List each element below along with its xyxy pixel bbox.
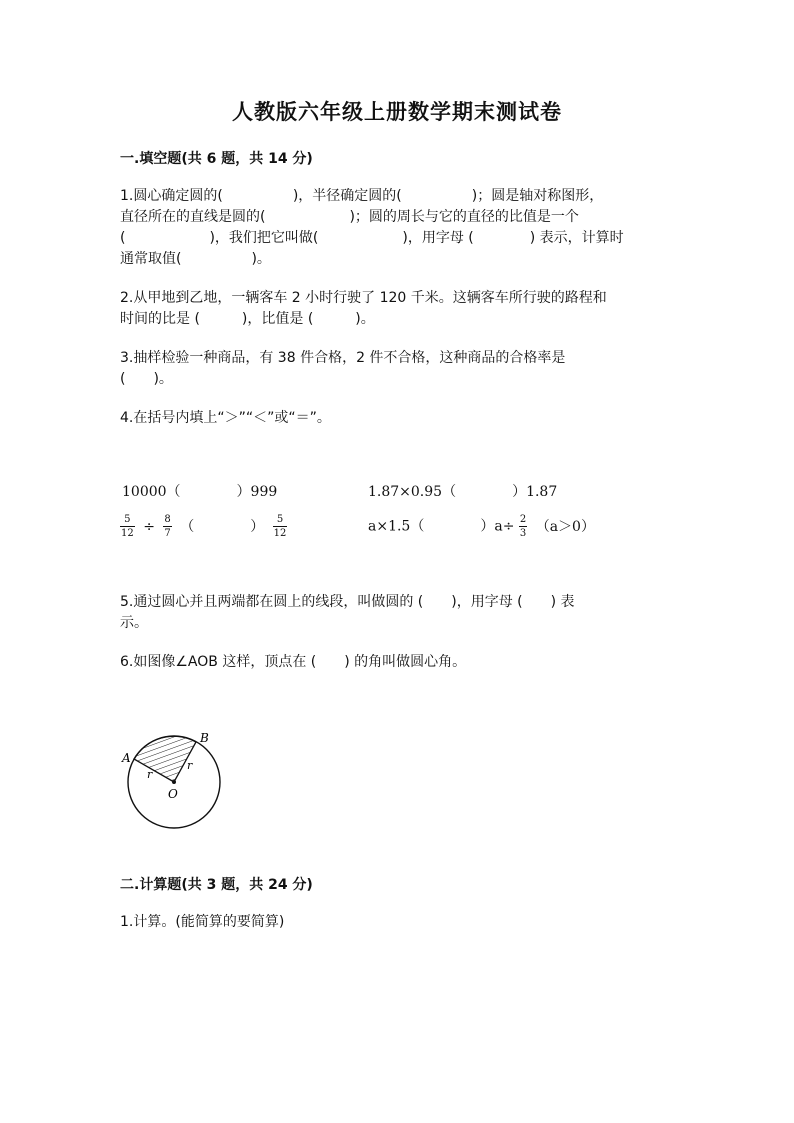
- calc-question-1: 1.计算。(能简算的要简算): [120, 914, 285, 930]
- q3-line-2: ( )。: [120, 371, 173, 387]
- label-b: B: [200, 731, 209, 745]
- fraction: $\frac{2}{3}$: [519, 514, 527, 539]
- label-radius-right: r: [187, 759, 193, 772]
- q3-line-1: 3.抽样检验一种商品，有 38 件合格，2 件不合格，这种商品的合格率是: [120, 350, 566, 366]
- section-heading-fill-in: 一.填空题(共 6 题，共 14 分): [120, 151, 313, 167]
- q2-line-1: 2.从甲地到乙地，一辆客车 2 小时行驶了 120 千米。这辆客车所行驶的路程和: [120, 290, 607, 306]
- q4-compare-2: 1.87×0.95（ ）1.87: [368, 484, 558, 500]
- center-point: [172, 780, 176, 784]
- label-o: O: [168, 787, 178, 801]
- q1-line-4: 通常取值( )。: [120, 251, 271, 267]
- central-angle-figure: [112, 722, 232, 837]
- q5-line-1: 5.通过圆心并且两端都在圆上的线段，叫做圆的 ( )，用字母 ( ) 表: [120, 594, 575, 610]
- q4-compare-4: a×1.5（ ）a÷ $\frac{2}{3}$ （a＞0）: [368, 514, 595, 539]
- q5-line-2: 示。: [120, 615, 148, 631]
- fraction: $\frac{8}{7}$: [164, 514, 171, 539]
- q1-line-2: 直径所在的直线是圆的( )；圆的周长与它的直径的比值是一个: [120, 209, 579, 225]
- q1-line-3: ( )，我们把它叫做( )，用字母 ( ) 表示，计算时: [120, 230, 624, 246]
- q4-line-1: 4.在括号内填上“＞”“＜”或“＝”。: [120, 410, 331, 426]
- fraction: $\frac{5}{12}$: [273, 514, 287, 539]
- q4-compare-1: 10000（ ）999: [122, 484, 278, 500]
- q1-line-1: 1.圆心确定圆的( )，半径确定圆的( )；圆是轴对称图形，: [120, 188, 604, 204]
- q2-line-2: 时间的比是 ( )，比值是 ( )。: [120, 311, 375, 327]
- page-title: 人教版六年级上册数学期末测试卷: [232, 99, 562, 124]
- section-heading-calculation: 二.计算题(共 3 题，共 24 分): [120, 877, 313, 893]
- label-a: A: [122, 751, 131, 765]
- q6-line-1: 6.如图像∠AOB 这样，顶点在 ( ) 的角叫做圆心角。: [120, 654, 467, 670]
- q4-compare-3: $\frac{5}{12}$ ÷ $\frac{8}{7}$ （ ） $\frac{5}{12}$: [121, 514, 287, 539]
- fraction: $\frac{5}{12}$: [121, 514, 134, 539]
- label-radius-left: r: [147, 768, 153, 781]
